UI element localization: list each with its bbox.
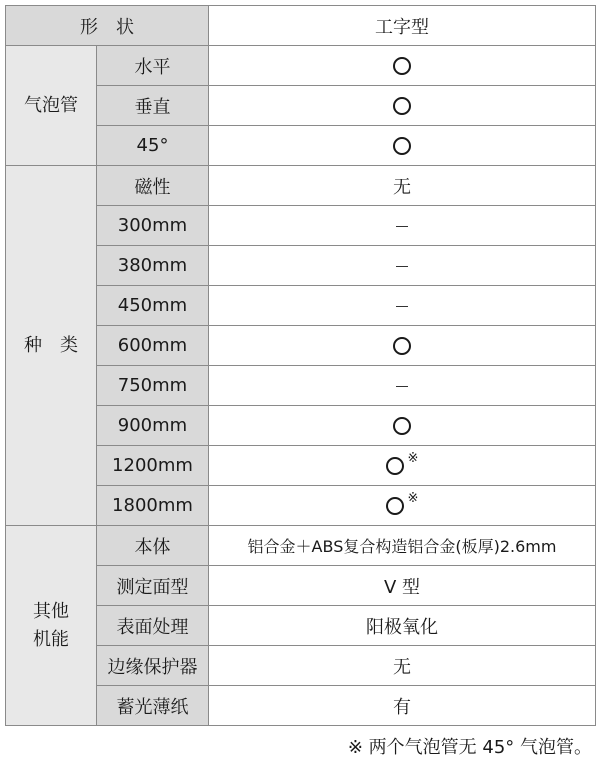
dash-icon <box>396 386 408 387</box>
circle-icon <box>386 457 404 475</box>
row-value-900mm <box>209 406 596 446</box>
group-other-line2: 机能 <box>33 628 69 650</box>
row-value-1200mm <box>209 446 596 486</box>
row-label-measure-face: 测定面型 <box>97 566 209 606</box>
footnote: ※ 两个气泡管无 45° 气泡管。 <box>347 737 592 758</box>
reference-mark: ※ <box>407 451 419 466</box>
row-value-1800mm <box>209 486 596 526</box>
row-value-380mm <box>209 246 596 286</box>
table-row <box>6 6 596 46</box>
dash-icon <box>396 266 408 267</box>
row-value-450mm <box>209 286 596 326</box>
row-label-45deg: 45° <box>97 126 209 166</box>
circle-icon <box>386 497 404 515</box>
spec-table <box>5 5 596 726</box>
row-value-surface: 阳极氧化 <box>209 606 596 646</box>
row-value-horizontal <box>209 46 596 86</box>
row-value-45deg <box>209 126 596 166</box>
row-label-horizontal: 水平 <box>97 46 209 86</box>
group-other-functions <box>6 526 97 726</box>
row-value-body: 铝合金＋ABS复合构造铝合金(板厚)2.6mm <box>209 526 596 566</box>
table-row <box>6 166 596 206</box>
row-label-vertical: 垂直 <box>97 86 209 126</box>
row-label-magnetic: 磁性 <box>97 166 209 206</box>
dash-icon <box>396 306 408 307</box>
row-label-380mm: 380mm <box>97 246 209 286</box>
group-types: 种 类 <box>6 166 97 526</box>
table-row <box>6 46 596 86</box>
row-label-body: 本体 <box>97 526 209 566</box>
row-label-750mm: 750mm <box>97 366 209 406</box>
row-value-300mm <box>209 206 596 246</box>
circle-icon <box>393 97 411 115</box>
row-label-300mm: 300mm <box>97 206 209 246</box>
group-bubble-vial: 气泡管 <box>6 46 97 166</box>
row-label-edge-guard: 边缘保护器 <box>97 646 209 686</box>
row-value-vertical <box>209 86 596 126</box>
row-value-600mm <box>209 326 596 366</box>
table-row <box>6 526 596 566</box>
row-value-measure-face: V 型 <box>209 566 596 606</box>
shape-header: 形 状 <box>6 6 209 46</box>
row-value-magnetic: 无 <box>209 166 596 206</box>
model-header: 工字型 <box>209 6 596 46</box>
reference-mark: ※ <box>407 491 419 506</box>
group-other-line1: 其他 <box>33 600 69 622</box>
row-label-600mm: 600mm <box>97 326 209 366</box>
row-label-450mm: 450mm <box>97 286 209 326</box>
row-label-1800mm: 1800mm <box>97 486 209 526</box>
row-label-900mm: 900mm <box>97 406 209 446</box>
row-label-1200mm: 1200mm <box>97 446 209 486</box>
row-label-luminous: 蓄光薄纸 <box>97 686 209 726</box>
circle-icon <box>393 417 411 435</box>
row-value-750mm <box>209 366 596 406</box>
circle-icon <box>393 337 411 355</box>
circle-icon <box>393 137 411 155</box>
row-label-surface: 表面处理 <box>97 606 209 646</box>
row-value-luminous: 有 <box>209 686 596 726</box>
row-value-edge-guard: 无 <box>209 646 596 686</box>
circle-icon <box>393 57 411 75</box>
dash-icon <box>396 226 408 227</box>
